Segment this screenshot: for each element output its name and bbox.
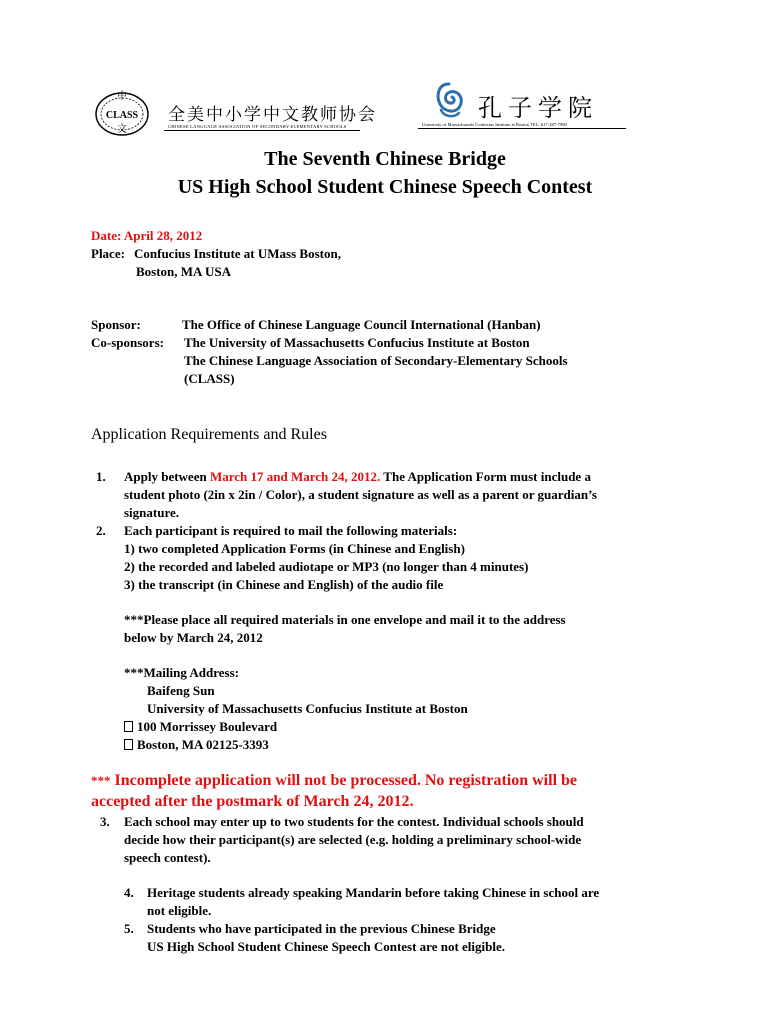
event-date: Date: April 28, 2012: [91, 228, 203, 243]
rule-4-line-1: Heritage students already speaking Mandarin before taking Chinese in school are: [147, 885, 600, 900]
rule-3-line-3: speech contest).: [124, 850, 211, 865]
rule-2-number: 2.: [96, 523, 106, 538]
box-bullet-icon: [124, 721, 133, 732]
cosponsor-line-2: The Chinese Language Association of Secondary-Elementary Schools: [184, 353, 568, 368]
note-line-1: ***Please place all required materials in one envelope and mail it to the address: [124, 612, 566, 627]
section-heading: Application Requirements and Rules: [91, 426, 327, 443]
class-name-cn: 全美中小学中文教师协会: [168, 105, 377, 125]
rule-3-line-1: Each school may enter up to two students for the contest. Individual schools should: [124, 814, 584, 829]
cosponsor-line-3: (CLASS): [184, 371, 235, 386]
rule-1-line-1: [124, 468, 591, 486]
rule-2-item-1: 1) two completed Application Forms (in Chinese and English): [124, 541, 465, 556]
mailing-city: Boston, MA 02125-3393: [137, 737, 269, 752]
rule-1-text-a: Apply between: [124, 469, 210, 484]
mailing-org: University of Massachusetts Confucius Institute at Boston: [147, 701, 468, 716]
warning-stars: ***: [91, 773, 111, 788]
rule-2-item-2: 2) the recorded and labeled audiotape or MP3 (no longer than 4 minutes): [124, 559, 529, 574]
class-name-en: CHINESE LANGUAGE ASSOCIATION OF SECONDARY-ELEMENTARY SCHOOLS: [168, 124, 347, 129]
rule-5-line-2: US High School Student Chinese Speech Contest are not eligible.: [147, 939, 506, 954]
cosponsor-label: Co-sponsors:: [91, 335, 164, 350]
rule-1-text-b: The Application Form must include a: [380, 469, 591, 484]
rule-1-line-3: signature.: [124, 505, 180, 520]
warning-notice: [91, 770, 691, 812]
mailing-city-row: [124, 736, 269, 754]
mailing-street-row: [124, 718, 277, 736]
sponsor-label: Sponsor:: [91, 317, 141, 332]
rule-5-number: 5.: [124, 921, 134, 936]
mailing-label: ***Mailing Address:: [124, 665, 239, 680]
place-line-1: Confucius Institute at UMass Boston,: [134, 246, 341, 261]
rule-4-line-2: not eligible.: [147, 903, 212, 918]
rule-3-line-2: decide how their participant(s) are selected (e.g. holding a preliminary school-wide: [124, 832, 582, 847]
box-bullet-icon: [124, 739, 133, 750]
place-line-2: Boston, MA USA: [136, 264, 231, 279]
confucius-institute-subtitle: University of Massachusetts Confucius Institute at Boston TEL: 617-287-7990: [422, 122, 567, 127]
note-line-2: below by March 24, 2012: [124, 630, 263, 645]
title-line-2: US High School Student Chinese Speech Contest: [177, 176, 593, 198]
class-logo: [94, 88, 154, 138]
class-divider: [164, 130, 360, 131]
mailing-street: 100 Morrissey Boulevard: [137, 719, 278, 734]
warning-line-2: accepted after the postmark of March 24, 2012.: [91, 793, 414, 810]
title-line-1: The Seventh Chinese Bridge: [264, 148, 506, 170]
cosponsor-line-1: The University of Massachusetts Confucius Institute at Boston: [184, 335, 530, 350]
rule-1-number: 1.: [96, 469, 106, 484]
confucius-institute-cn: 孔子学院: [478, 94, 598, 122]
ci-divider: [418, 128, 626, 129]
place-label: Place:: [91, 246, 125, 261]
class-logo-cn-bottom: 文: [117, 124, 127, 135]
rule-1-dates: March 17 and March 24, 2012.: [209, 469, 381, 484]
rule-5-line-1: Students who have participated in the previous Chinese Bridge: [147, 921, 496, 936]
rule-4-number: 4.: [124, 885, 134, 900]
rule-2-line-1: Each participant is required to mail the following materials:: [124, 523, 458, 538]
class-logo-cn-top: 中: [117, 91, 127, 102]
class-logo-text: CLASS: [105, 110, 139, 121]
mailing-name: Baifeng Sun: [147, 683, 215, 698]
rule-3-number: 3.: [100, 814, 110, 829]
rule-1-line-2: student photo (2in x 2in / Color), a student signature as well as a parent or guardian’s: [124, 487, 597, 502]
rule-2-item-3: 3) the transcript (in Chinese and English) of the audio file: [124, 577, 444, 592]
warning-line-1: Incomplete application will not be processed. No registration will be: [110, 772, 578, 789]
confucius-institute-logo: [432, 80, 466, 120]
sponsor-value: The Office of Chinese Language Council International (Hanban): [182, 317, 541, 332]
